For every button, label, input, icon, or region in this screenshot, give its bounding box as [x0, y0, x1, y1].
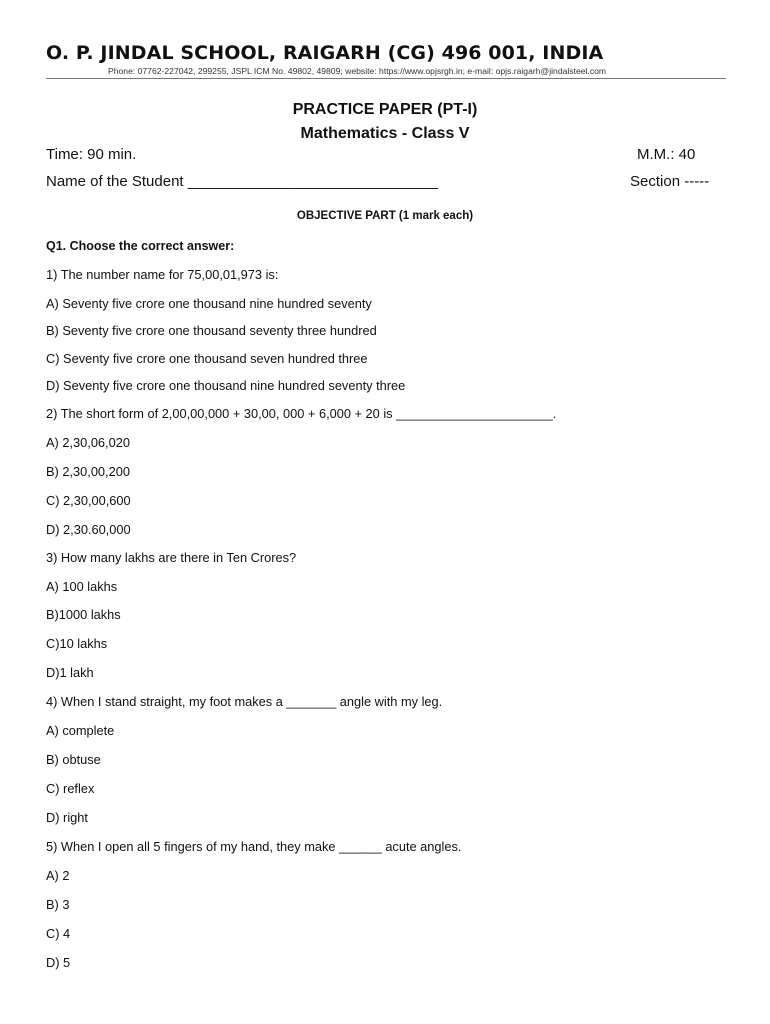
- objective-heading: OBJECTIVE PART (1 mark each): [296, 210, 474, 222]
- section-field: Section -----: [630, 173, 710, 190]
- option-line: D) 2,30.60,000: [46, 522, 131, 537]
- option-line: B)1000 lakhs: [46, 607, 121, 622]
- option-line: D) Seventy five crore one thousand nine hundred seventy three: [46, 378, 406, 393]
- option-line: C) 2,30,00,600: [46, 493, 131, 508]
- option-line: B) 3: [46, 897, 70, 912]
- paper-title: PRACTICE PAPER (PT-I): [292, 101, 478, 118]
- option-line: B) obtuse: [46, 752, 101, 767]
- school-contact: Phone: 07762-227042, 299255, JSPL ICM No. 49802, 49809; website: https://www.opjsrgh.in; e-mail: opjs.raigarh@jindalsteel.com: [108, 66, 607, 76]
- option-line: A) 2,30,06,020: [46, 435, 130, 450]
- option-line: B) 2,30,00,200: [46, 464, 130, 479]
- option-line: C) Seventy five crore one thousand seven hundred three: [46, 351, 368, 366]
- school-name: O. P. JINDAL SCHOOL, RAIGARH (CG) 496 001, INDIA: [46, 42, 604, 64]
- option-line: C) reflex: [46, 781, 95, 796]
- max-marks: M.M.: 40: [637, 146, 696, 163]
- option-line: C)10 lakhs: [46, 636, 108, 651]
- option-line: B) Seventy five crore one thousand seventy three hundred: [46, 323, 377, 338]
- question-1: 1) The number name for 75,00,01,973 is:: [46, 267, 279, 282]
- question-2: 2) The short form of 2,00,00,000 + 30,00, 000 + 6,000 + 20 is ______________________.: [46, 406, 557, 421]
- option-line: A) complete: [46, 723, 115, 738]
- option-line: D)1 lakh: [46, 665, 94, 680]
- question-4: 4) When I stand straight, my foot makes a _______ angle with my leg.: [46, 694, 443, 709]
- option-line: D) 5: [46, 955, 71, 970]
- option-line: A) 100 lakhs: [46, 579, 118, 594]
- option-line: D) right: [46, 810, 88, 825]
- question-5: 5) When I open all 5 fingers of my hand, they make ______ acute angles.: [46, 839, 462, 854]
- option-line: A) Seventy five crore one thousand nine hundred seventy: [46, 296, 372, 311]
- header-divider: [46, 78, 726, 79]
- question-3: 3) How many lakhs are there in Ten Crores?: [46, 550, 297, 565]
- student-name-field: Name of the Student ______________________________: [46, 173, 439, 190]
- question-heading: Q1. Choose the correct answer:: [46, 239, 235, 253]
- paper-subject: Mathematics - Class V: [300, 125, 470, 142]
- time-allowed: Time: 90 min.: [46, 146, 137, 163]
- option-line: A) 2: [46, 868, 70, 883]
- option-line: C) 4: [46, 926, 71, 941]
